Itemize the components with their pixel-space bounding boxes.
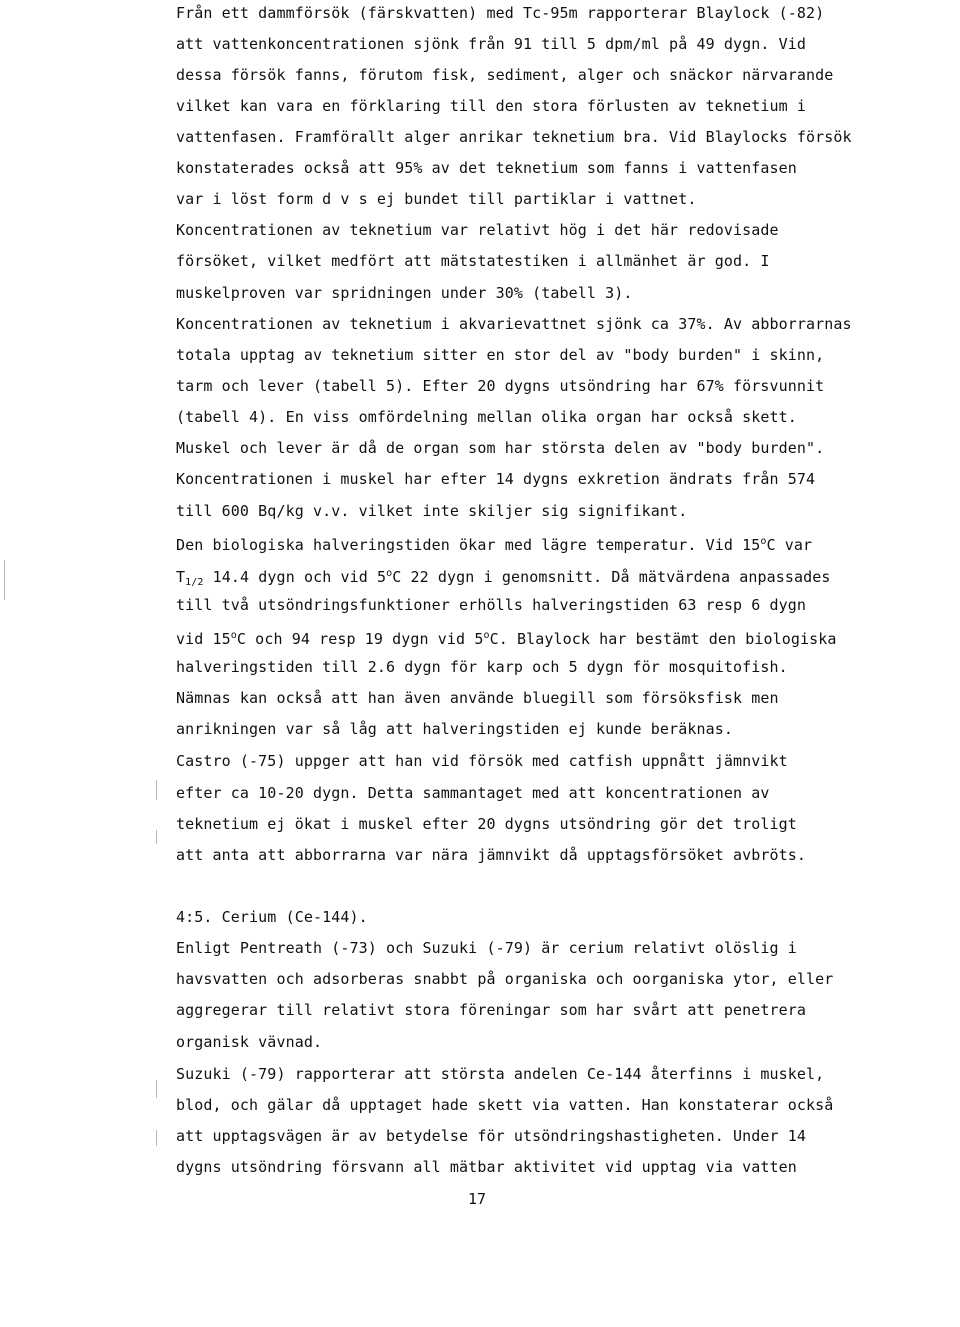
- superscript: o: [483, 630, 490, 641]
- text-line: försöket, vilket medfört att mätstatestiken i allmänhet är god. I: [176, 252, 770, 270]
- superscript: o: [386, 568, 393, 579]
- text-line: Koncentrationen i muskel har efter 14 dygns exkretion ändrats från 574: [176, 470, 816, 488]
- scan-artifact: [156, 780, 157, 800]
- scan-artifact: [156, 1130, 157, 1146]
- text-line: dygns utsöndring försvann all mätbar aktivitet vid upptag via vatten: [176, 1158, 797, 1176]
- text-segment: vid 15: [176, 630, 231, 648]
- text-line: Muskel och lever är då de organ som har största delen av "body burden".: [176, 439, 825, 457]
- text-line: konstaterades också att 95% av det teknetium som fanns i vattenfasen: [176, 159, 797, 177]
- text-line: vattenfasen. Framförallt alger anrikar teknetium bra. Vid Blaylocks försök: [176, 128, 852, 146]
- text-line: Koncentrationen av teknetium var relativt hög i det här redovisade: [176, 221, 779, 239]
- text-segment: C och 94 resp 19 dygn vid 5: [236, 630, 484, 648]
- text-line: till 600 Bq/kg v.v. vilket inte skiljer sig signifikant.: [176, 502, 688, 520]
- text-line: halveringstiden till 2.6 dygn för karp och 5 dygn för mosquitofish.: [176, 658, 788, 676]
- text-line: (tabell 4). En viss omfördelning mellan olika organ har också skett.: [176, 408, 797, 426]
- text-line: havsvatten och adsorberas snabbt på organiska och oorganiska ytor, eller: [176, 970, 834, 988]
- text-segment: 14.4 dygn och vid 5: [203, 568, 387, 586]
- text-line: aggregerar till relativt stora föreningar som har svårt att penetrera: [176, 1001, 807, 1019]
- text-segment: T: [176, 568, 186, 586]
- text-line: att anta att abborrarna var nära jämnvikt då upptagsförsöket avbröts.: [176, 846, 807, 864]
- text-line: [176, 563, 831, 588]
- superscript: o: [230, 630, 237, 641]
- text-line: var i löst form d v s ej bundet till partiklar i vattnet.: [176, 190, 697, 208]
- text-line: vilket kan vara en förklaring till den stora förlusten av teknetium i: [176, 97, 807, 115]
- text-line: Nämnas kan också att han även använde bluegill som försöksfisk men: [176, 689, 779, 707]
- text-segment: C 22 dygn i genomsnitt. Då mätvärdena anpassades: [392, 568, 831, 586]
- text-line: Enligt Pentreath (-73) och Suzuki (-79) är cerium relativt olöslig i: [176, 939, 797, 957]
- text-line: teknetium ej ökat i muskel efter 20 dygns utsöndring gör det troligt: [176, 815, 797, 833]
- subscript: 1/2: [185, 577, 204, 588]
- section-heading: 4:5. Cerium (Ce-144).: [176, 908, 368, 926]
- text-line: tarm och lever (tabell 5). Efter 20 dygns utsöndring har 67% försvunnit: [176, 377, 825, 395]
- text-segment: C var: [766, 536, 813, 554]
- text-line: anrikningen var så låg att halveringstiden ej kunde beräknas.: [176, 720, 733, 738]
- scan-artifact: [4, 560, 5, 600]
- text-line: totala upptag av teknetium sitter en stor del av "body burden" i skinn,: [176, 346, 825, 364]
- scan-artifact: [156, 830, 157, 844]
- page-number: 17: [468, 1190, 487, 1208]
- text-line: till två utsöndringsfunktioner erhölls halveringstiden 63 resp 6 dygn: [176, 596, 807, 614]
- text-line: efter ca 10-20 dygn. Detta sammantaget med att koncentrationen av: [176, 784, 770, 802]
- text-line: Från ett dammförsök (färskvatten) med Tc-95m rapporterar Blaylock (-82): [176, 4, 825, 22]
- text-line: Castro (-75) uppger att han vid försök med catfish uppnått jämnvikt: [176, 752, 788, 770]
- text-segment: C. Blaylock har bestämt den biologiska: [489, 630, 837, 648]
- text-line: [176, 625, 837, 647]
- text-line: att upptagsvägen är av betydelse för utsöndringshastigheten. Under 14: [176, 1127, 807, 1145]
- text-line: dessa försök fanns, förutom fisk, sediment, alger och snäckor närvarande: [176, 66, 834, 84]
- text-line: att vattenkoncentrationen sjönk från 91 till 5 dpm/ml på 49 dygn. Vid: [176, 35, 807, 53]
- text-line: organisk vävnad.: [176, 1033, 323, 1051]
- scan-artifact: [156, 1080, 157, 1098]
- text-line: Koncentrationen av teknetium i akvarievattnet sjönk ca 37%. Av abborrarnas: [176, 315, 852, 333]
- superscript: o: [760, 536, 767, 547]
- text-line: blod, och gälar då upptaget hade skett via vatten. Han konstaterar också: [176, 1096, 834, 1114]
- text-line: Suzuki (-79) rapporterar att största andelen Ce-144 återfinns i muskel,: [176, 1065, 825, 1083]
- text-line: muskelproven var spridningen under 30% (tabell 3).: [176, 284, 633, 302]
- text-line: [176, 531, 812, 553]
- text-segment: Den biologiska halveringstiden ökar med lägre temperatur. Vid 15: [176, 536, 761, 554]
